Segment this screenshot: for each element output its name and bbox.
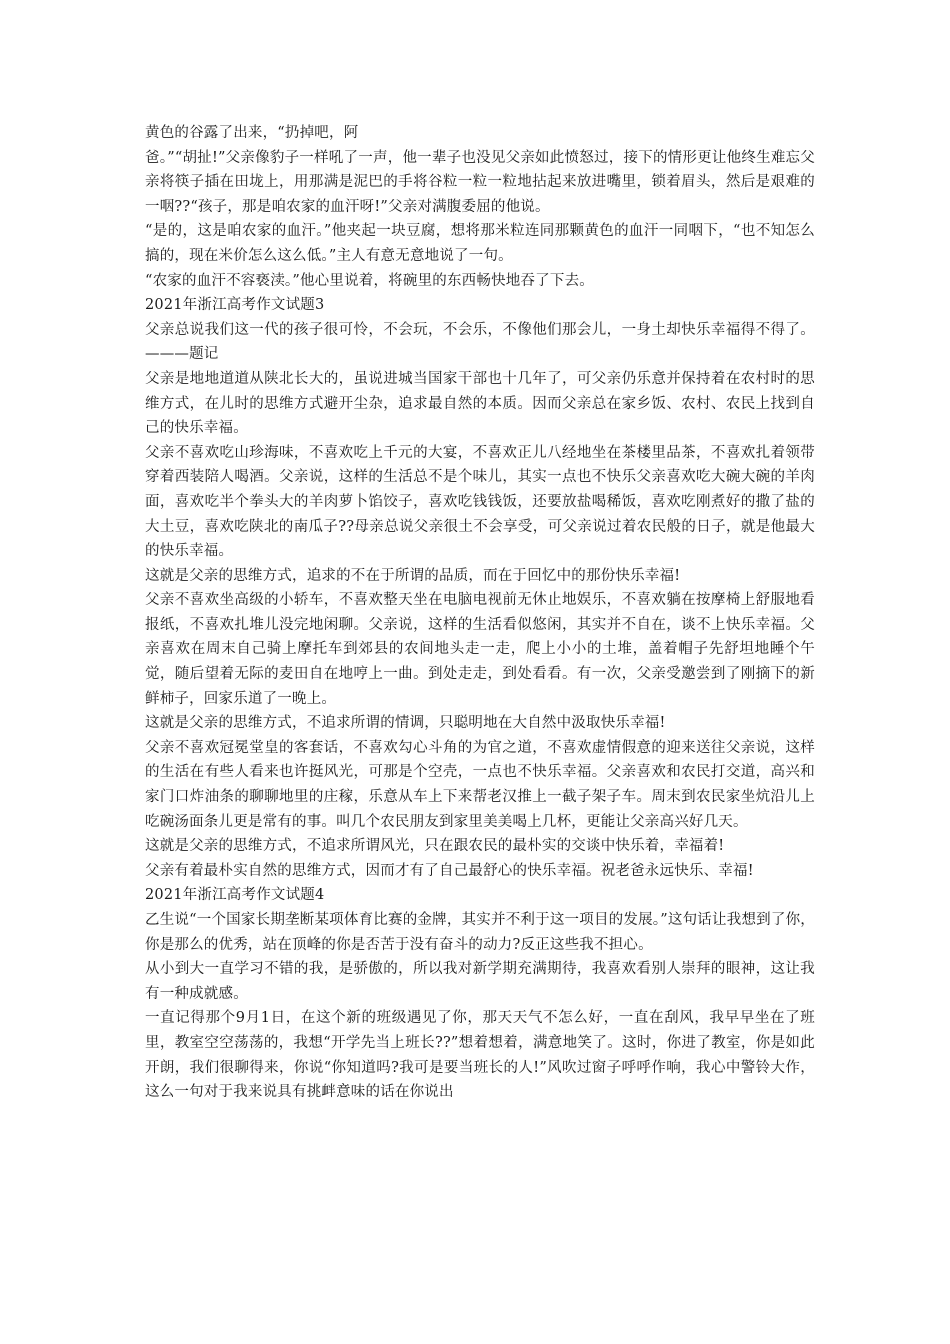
paragraph: 爸。”“胡扯!”父亲像豹子一样吼了一声，他一辈子也没见父亲如此愤怒过，接下的情形更让他终生难忘父亲将筷子插在田垅上，用那满是泥巴的手将谷粒一粒一粒地拈起来放进嘴里，锁着眉头，然后是艰难的一咽??“孩子，那是咱农家的血汗呀!”父亲对满腹委屈的他说。 (145, 149, 815, 215)
paragraph: 父亲有着最朴实自然的思维方式，因而才有了自己最舒心的快乐幸福。祝老爸永远快乐、幸福! (145, 862, 754, 879)
paragraph: 父亲不喜欢吃山珍海味，不喜欢吃上千元的大宴，不喜欢正儿八经地坐在茶楼里品茶，不喜欢扎着领带穿着西装陪人喝酒。父亲说，这样的生活总不是个味儿，其实一点也不快乐父亲喜欢吃大碗大碗的羊肉面，喜欢吃半个拳头大的羊肉萝卜馅饺子，喜欢吃钱钱饭，还要放盐喝稀饭，喜欢吃刚煮好的撒了盐的大土豆，喜欢吃陕北的南瓜子??母亲总说父亲很土不会享受，可父亲说过着农民般的日子，就是他最大的快乐幸福。 (145, 444, 815, 560)
paragraph: 父亲是地地道道从陕北长大的，虽说进城当国家干部也十几年了，可父亲仍乐意并保持着在农村时的思维方式，在儿时的思维方式避开尘杂，追求最自然的本质。因而父亲总在家乡饭、农村、农民上找到自己的快乐幸福。 (145, 370, 815, 437)
paragraph: 这就是父亲的思维方式，不追求所谓的情调，只聪明地在大自然中汲取快乐幸福! (145, 715, 666, 732)
paragraph: 这就是父亲的思维方式，追求的不在于所谓的品质，而在于回忆中的那份快乐幸福! (145, 567, 681, 584)
paragraph: 这就是父亲的思维方式，不追求所谓风光，只在跟农民的最朴实的交谈中快乐着，幸福着! (145, 838, 725, 855)
paragraph: 一直记得那个9月1日，在这个新的班级遇见了你，那天天气不怎么好，一直在刮风，我早早坐在了班里，教室空空荡荡的，我想“开学先当上班长??”想着想着，满意地笑了。这时，你进了教室，你是如此开朗，我们很聊得来，你说“你知道吗?我可是要当班长的人!”风吹过窗子呼呼作响，我心中警铃大作，这么一句对于我来说具有挑衅意味的话在你说出 (145, 1010, 815, 1101)
paragraph: 父亲总说我们这一代的孩子很可怜，不会玩，不会乐，不像他们那会儿，一身土却快乐幸福得不得了。———题记 (145, 321, 815, 363)
section-heading: 2021年浙江高考作文试题4 (145, 887, 325, 904)
paragraph: 父亲不喜欢冠冕堂皇的客套话，不喜欢勾心斗角的为官之道，不喜欢虚情假意的迎来送往父亲说，这样的生活在有些人看来也许挺风光，可那是个空壳，一点也不快乐幸福。父亲喜欢和农民打交道，高兴和家门口炸油条的聊聊地里的庄稼，乐意从车上下来帮老汉推上一截子架子车。周末到农民家坐炕沿儿上吃碗汤面条儿更是常有的事。叫几个农民朋友到家里美美喝上几杯，更能让父亲高兴好几天。 (145, 739, 815, 830)
paragraph: 父亲不喜欢坐高级的小轿车，不喜欢整天坐在电脑电视前无休止地娱乐，不喜欢躺在按摩椅上舒服地看报纸，不喜欢扎堆儿没完地闲聊。父亲说，这样的生活看似悠闲，其实并不自在，谈不上快乐幸福。父亲喜欢在周末自己骑上摩托车到郊县的农间地头走一走，爬上小小的土堆，盖着帽子先舒坦地睡个午觉，随后望着无际的麦田自在地哼上一曲。到处走走，到处看看。有一次，父亲受邀尝到了刚摘下的新鲜柿子，回家乐道了一晚上。 (145, 592, 815, 707)
paragraph: “是的，这是咱农家的血汗。”他夹起一块豆腐，想将那米粒连同那颗黄色的血汗一同咽下，“也不知怎么搞的，现在米价怎么这么低。”主人有意无意地说了一句。 (145, 223, 815, 264)
paragraph: 乙生说“一个国家长期垄断某项体育比赛的金牌，其实并不利于这一项目的发展。”这句话让我想到了你，你是那么的优秀，站在顶峰的你是否苦于没有奋斗的动力?反正这些我不担心。 (145, 912, 815, 953)
paragraph: 从小到大一直学习不错的我，是骄傲的，所以我对新学期充满期待，我喜欢看别人崇拜的眼神，这让我有一种成就感。 (145, 961, 815, 1002)
paragraph: 黄色的谷露了出来，“扔掉吧，阿 (145, 125, 359, 141)
section-heading: 2021年浙江高考作文试题3 (145, 297, 325, 314)
paragraph: “农家的血汗不容亵渎。”他心里说着，将碗里的东西畅快地吞了下去。 (145, 272, 594, 289)
document-page (145, 121, 815, 1105)
